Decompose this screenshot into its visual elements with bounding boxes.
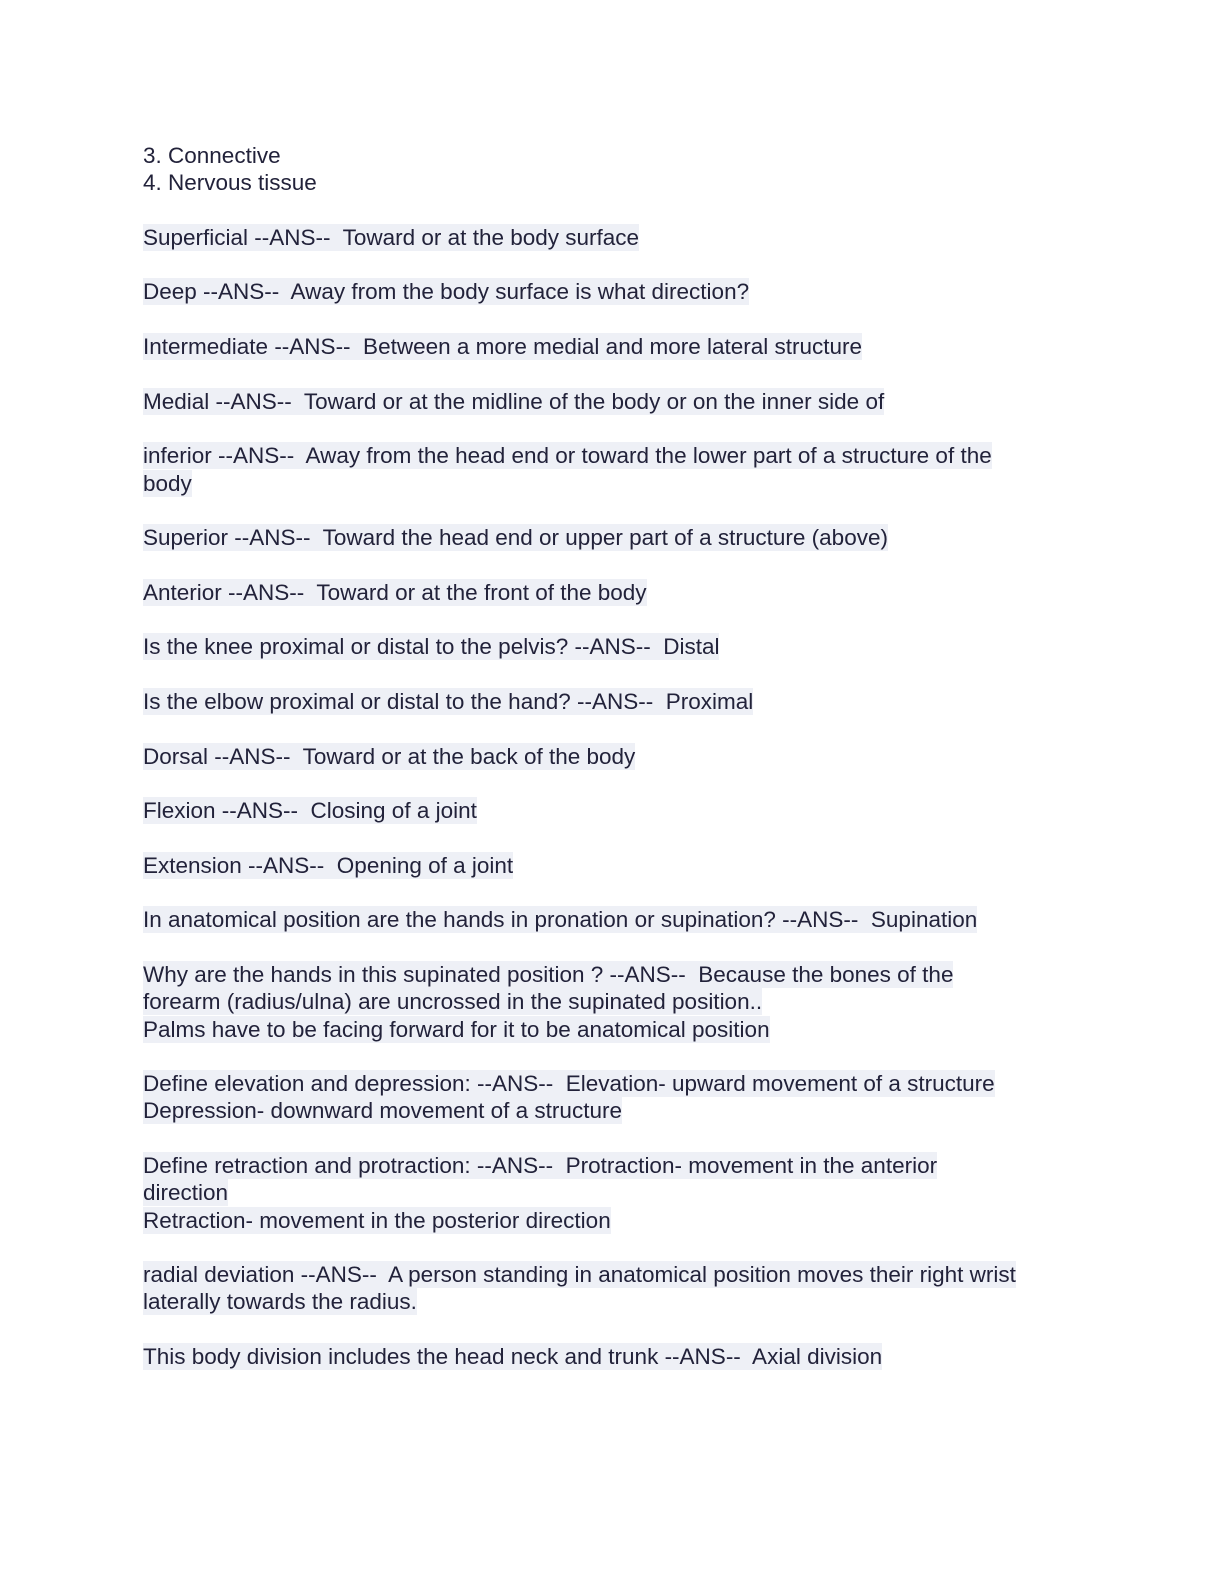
qa-entry: [143, 524, 1083, 551]
qa-line: forearm (radius/ulna) are uncrossed in the supinated position..: [143, 989, 763, 1015]
qa-line: direction: [143, 1180, 229, 1206]
qa-line: Medial --ANS-- Toward or at the midline of the body or on the inner side of: [143, 388, 885, 414]
qa-entry: [143, 633, 1083, 660]
qa-line: Superior --ANS-- Toward the head end or upper part of a structure (above): [143, 525, 888, 551]
qa-entry: [143, 1152, 1083, 1234]
qa-entry: [143, 1070, 1083, 1125]
tissue-list-item: 3. Connective: [143, 143, 281, 168]
qa-entry: [143, 852, 1083, 879]
qa-entry: [143, 333, 1083, 360]
qa-line: inferior --ANS-- Away from the head end or toward the lower part of a structure of the: [143, 443, 992, 469]
qa-line: Define retraction and protraction: --ANS-- Protraction- movement in the anterior: [143, 1152, 938, 1178]
tissue-list-item: 4. Nervous tissue: [143, 170, 317, 196]
qa-entry: [143, 906, 1083, 933]
tissue-list: [143, 142, 1083, 197]
qa-line: Anterior --ANS-- Toward or at the front of the body: [143, 579, 647, 605]
qa-entry: [143, 224, 1083, 251]
qa-entry: [143, 688, 1083, 715]
qa-entry: [143, 442, 1083, 497]
document-content: [143, 142, 1083, 1398]
qa-line: Deep --ANS-- Away from the body surface is what direction?: [143, 279, 750, 305]
qa-line: Superficial --ANS-- Toward or at the body surface: [143, 224, 640, 250]
qa-line: Is the knee proximal or distal to the pelvis? --ANS-- Distal: [143, 634, 720, 660]
qa-line: In anatomical position are the hands in pronation or supination? --ANS-- Supination: [143, 907, 978, 933]
qa-entry: [143, 797, 1083, 824]
qa-entry: [143, 961, 1083, 1043]
qa-entry: [143, 1261, 1083, 1316]
qa-entry: [143, 1343, 1083, 1370]
qa-line: Flexion --ANS-- Closing of a joint: [143, 798, 477, 824]
qa-line: Depression- downward movement of a structure: [143, 1098, 622, 1124]
qa-entry: [143, 388, 1083, 415]
qa-line: laterally towards the radius.: [143, 1289, 417, 1315]
qa-line: Define elevation and depression: --ANS-- Elevation- upward movement of a structure: [143, 1071, 995, 1097]
qa-line: Why are the hands in this supinated position ? --ANS-- Because the bones of the: [143, 961, 954, 987]
qa-line: Intermediate --ANS-- Between a more medial and more lateral structure: [143, 334, 863, 360]
qa-line: Extension --ANS-- Opening of a joint: [143, 852, 514, 878]
qa-line: Retraction- movement in the posterior direction: [143, 1207, 611, 1233]
qa-line: Is the elbow proximal or distal to the hand? --ANS-- Proximal: [143, 688, 754, 714]
qa-line: body: [143, 470, 192, 496]
qa-line: Palms have to be facing forward for it to be anatomical position: [143, 1016, 770, 1042]
qa-entry: [143, 743, 1083, 770]
qa-entry: [143, 278, 1083, 305]
qa-line: This body division includes the head neck and trunk --ANS-- Axial division: [143, 1344, 883, 1370]
qa-line: Dorsal --ANS-- Toward or at the back of the body: [143, 743, 636, 769]
qa-entry: [143, 579, 1083, 606]
qa-line: radial deviation --ANS-- A person standing in anatomical position moves their right wrist: [143, 1262, 1016, 1288]
